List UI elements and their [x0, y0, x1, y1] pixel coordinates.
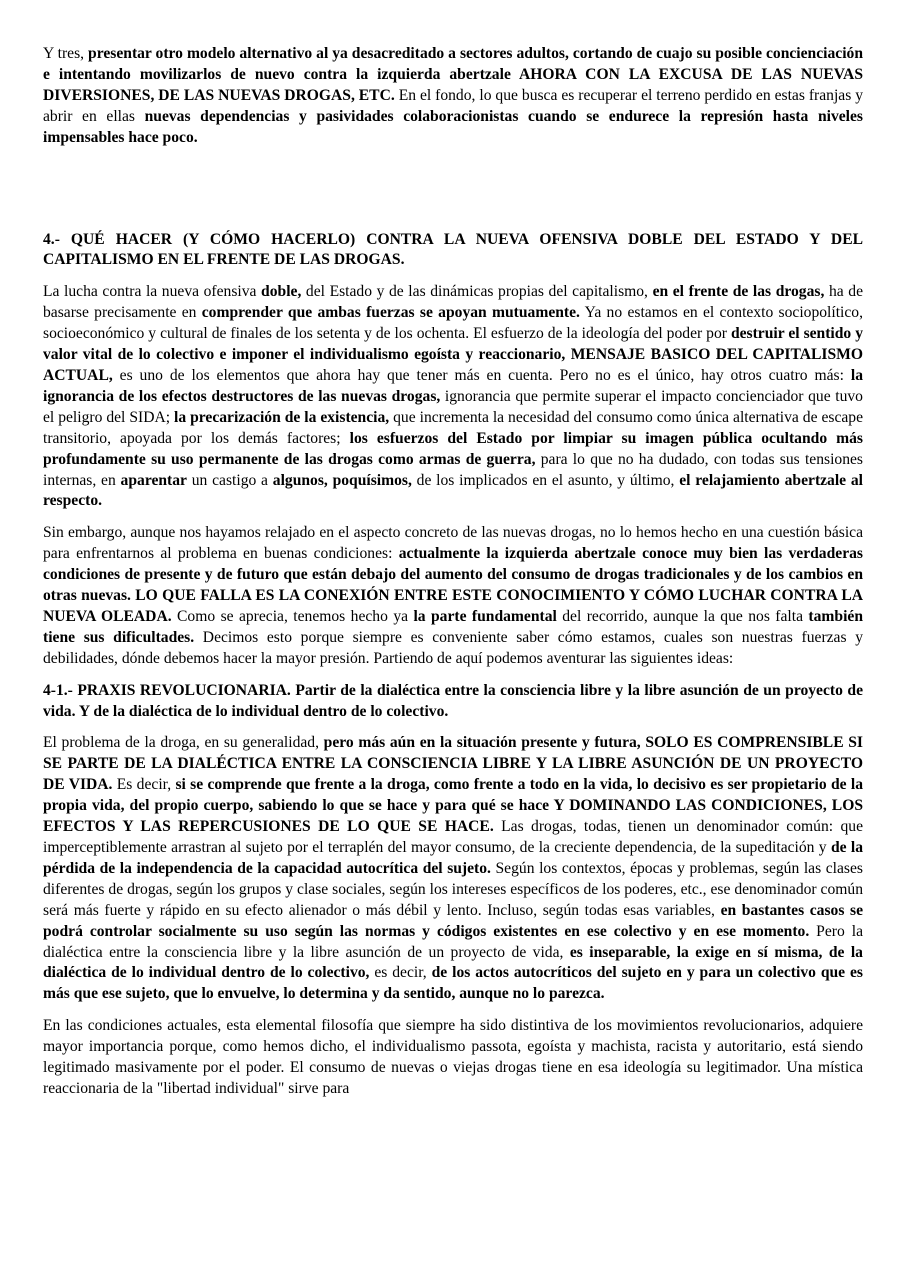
- bold-text-run: 4.- QUÉ HACER (Y CÓMO HACERLO) CONTRA LA NUEVA OFENSIVA DOBLE DEL ESTADO Y DEL CAPITALISMO EN EL FRENTE DE LAS DROGAS.: [43, 230, 863, 269]
- bold-text-run: doble,: [261, 283, 302, 301]
- body-paragraph-1: [43, 282, 863, 512]
- bold-text-run: comprender que ambas fuerzas se apoyan mutuamente.: [201, 304, 580, 322]
- bold-text-run: de los actos autocríticos del sujeto en y para un colectivo que es más que ese sujeto, que lo envuelve, lo determina y da sentido, aunque no lo parezca.: [43, 964, 863, 1003]
- bold-text-run: 4-1.- PRAXIS REVOLUCIONARIA. Partir de la dialéctica entre la consciencia libre y la libre asunción de un proyecto de vida. Y de la dialéctica de lo individual dentro de lo colectivo.: [43, 681, 863, 720]
- bold-text-run: destruir el sentido y valor vital de lo colectivo e imponer el individualismo egoísta y reaccionario, MENSAJE BASICO DEL CAPITALISMO ACTUAL,: [43, 325, 864, 384]
- text-run: para lo que no ha dudado, con todas sus tensiones internas, en: [43, 450, 863, 489]
- text-run: del Estado y de las dinámicas propias del capitalismo,: [301, 283, 653, 301]
- text-run: es decir,: [369, 964, 432, 982]
- bold-text-run: de la pérdida de la independencia de la capacidad autocrítica del sujeto.: [43, 839, 863, 877]
- bold-text-run: la parte fundamental: [413, 607, 557, 625]
- text-run: En el fondo, lo que busca es recuperar el terreno perdido en estas franjas y abrir en ellas: [43, 86, 864, 125]
- text-run: El problema de la droga, en su generalidad,: [43, 734, 324, 752]
- bold-text-run: es inseparable, la exige en sí misma, de la dialéctica de lo individual dentro de lo colectivo,: [43, 943, 863, 982]
- body-paragraph-2: [43, 523, 863, 669]
- bold-text-run: también tiene sus dificultades.: [43, 607, 863, 646]
- text-run: un castigo a: [186, 471, 273, 489]
- text-run: de los implicados en el asunto, y último,: [411, 471, 680, 489]
- text-run: del recorrido, aunque la que nos falta: [556, 607, 809, 625]
- bold-text-run: la ignorancia de los efectos destructores de las nuevas drogas,: [43, 366, 863, 405]
- bold-text-run: aparentar: [120, 471, 187, 489]
- text-run: Ya no estamos en el contexto sociopolítico, socioeconómico y cultural de finales de los setenta y de los ochenta. El esfuerzo de la ideología del poder por: [43, 304, 863, 343]
- bold-text-run: los esfuerzos del Estado por limpiar su imagen pública ocultando más profundamente su uso permanente de las drogas como armas de guerra,: [43, 429, 864, 468]
- text-run: ignorancia que permite superar el impacto concienciador que tuvo el peligro del SIDA;: [43, 387, 863, 426]
- bold-text-run: pero más aún en la situación presente y futura, SOLO ES COMPRENSIBLE SI SE PARTE DE LA DIALÉCTICA ENTRE LA CONSCIENCIA LIBRE Y LA LIBRE ASUNCIÓN DE UN PROYECTO DE VIDA.: [43, 734, 863, 794]
- body-paragraph-3: [43, 733, 863, 1005]
- bold-text-run: en bastantes casos se podrá controlar socialmente su uso según las normas y códigos existentes en ese colectivo y en ese momento.: [43, 901, 863, 940]
- bold-text-run: presentar otro modelo alternativo al ya desacreditado a sectores adultos, cortando de cuajo su posible concienciación e intentando movilizarlos de nuevo contra la izquierda abertzale AHORA CON LA EXCUSA DE LAS NUEVAS DIVERSIONES, DE LAS NUEVAS DROGAS, ETC.: [43, 45, 863, 104]
- text-run: Pero la dialéctica entre la consciencia libre y la libre asunción de un proyecto de vida,: [43, 922, 863, 961]
- bold-text-run: si se comprende que frente a la droga, como frente a todo en la vida, lo decisivo es ser propietario de la propia vida, del propio cuerpo, sabiendo lo que se hace y para qué se hace Y DOMINANDO LAS CONDICIONES, LOS EFECTOS Y LAS REPERCUSIONES DE LO QUE SE HACE.: [43, 776, 863, 836]
- bold-text-run: actualmente la izquierda abertzale conoce muy bien las verdaderas condiciones de presente y de futuro que están debajo del aumento del consumo de drogas tradicionales y de los cambios en otras nuevas. LO QUE FALLA ES LA CONEXIÓN ENTRE ESTE CONOCIMIENTO Y CÓMO LUCHAR CONTRA LA NUEVA OLEADA.: [43, 545, 863, 625]
- bold-text-run: nuevas dependencias y pasividades colaboracionistas cuando se endurece la represión hasta niveles impensables hace poco.: [43, 107, 863, 146]
- text-run: que incrementa la necesidad del consumo como única alternativa de escape transitorio, apoyada por los demás factores;: [43, 408, 864, 447]
- body-paragraph-4: [43, 1016, 863, 1100]
- subsection-4-1-heading: [43, 681, 863, 723]
- text-run: En las condiciones actuales, esta elemental filosofía que siempre ha sido distintiva de los movimientos revolucionarios, adquiere mayor importancia porque, como hemos dicho, el individualismo passota, egoísta y machista, racista y autoritario, está siendo legitimado masivamente por el poder. El consumo de nuevas o viejas drogas tiene en esa ideología su legitimador. Una mística reaccionaria de la "libertad individual" sirve para: [43, 1017, 863, 1097]
- bold-text-run: la precarización de la existencia,: [174, 408, 390, 426]
- text-run: Y tres,: [43, 45, 89, 62]
- text-run: Sin embargo, aunque nos hayamos relajado en el aspecto concreto de las nuevas drogas, no lo hemos hecho en una cuestión básica para enfrentarnos al problema en buenas condiciones:: [43, 524, 863, 563]
- bold-text-run: algunos, poquísimos,: [272, 471, 412, 489]
- section-4-heading: [43, 230, 863, 272]
- text-run: es uno de los elementos que ahora hay que tener más en cuenta. Pero no es el único, hay otros cuatro más:: [112, 366, 851, 384]
- bold-text-run: el relajamiento abertzale al respecto.: [43, 471, 864, 510]
- text-run: ha de basarse precisamente en: [43, 283, 863, 322]
- text-run: Es decir,: [112, 776, 176, 794]
- text-run: Las drogas, todas, tienen un denominador común: que imperceptiblemente arrastran al sujeto por el terraplén del mayor consumo, de la creciente dependencia, de la supeditación y: [43, 818, 863, 856]
- text-run: Decimos esto porque siempre es conveniente saber cómo estamos, cuales son nuestras fuerzas y debilidades, dónde debemos hacer la mayor presión. Partiendo de aquí podemos aventurar las siguientes ideas:: [43, 628, 863, 667]
- intro-paragraph: [43, 44, 863, 149]
- text-run: Como se aprecia, tenemos hecho ya: [171, 607, 414, 625]
- text-run: La lucha contra la nueva ofensiva: [43, 283, 262, 301]
- bold-text-run: en el frente de las drogas,: [652, 283, 825, 301]
- text-run: Según los contextos, épocas y problemas, según las clases diferentes de drogas, según los grupos y clase sociales, según los intereses específicos de los poderes, etc., ese denominador común será más fuerte y rápido en su efecto alienador o más débil y lento. Incluso, según todas esas variables,: [43, 859, 863, 919]
